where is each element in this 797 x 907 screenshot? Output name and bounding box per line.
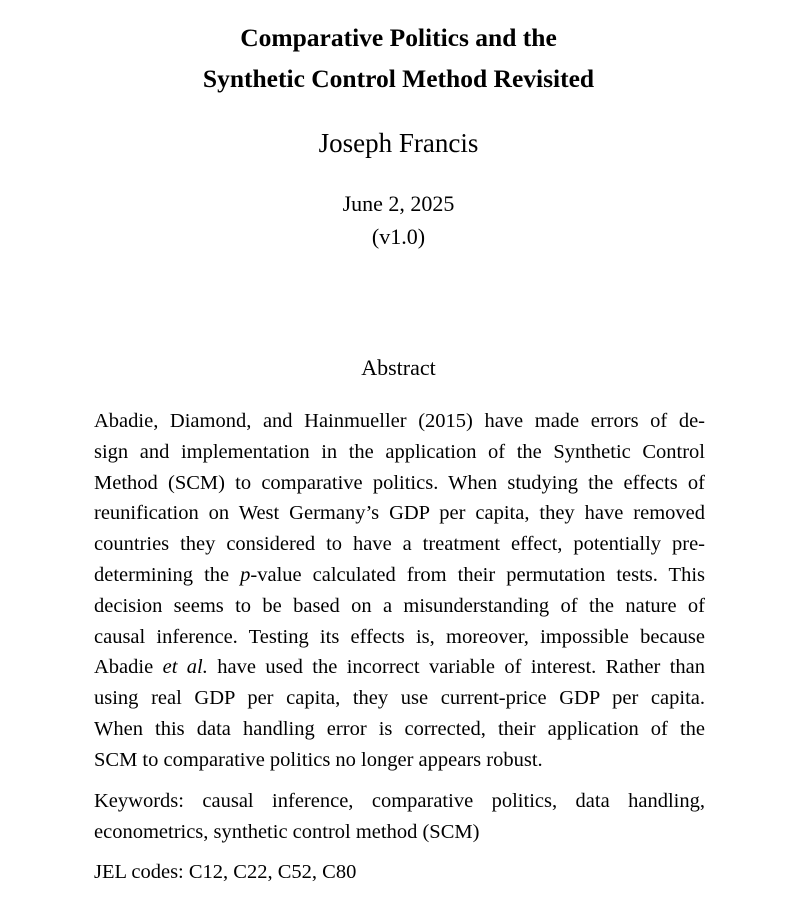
italic-et-al: et al. <box>162 656 208 679</box>
abstract-line <box>94 652 705 683</box>
paper-title-line-1: Comparative Politics and the <box>240 23 557 52</box>
keywords-line: Keywords: causal inference, comparative politics, data handling, <box>94 790 705 812</box>
abstract-line <box>94 560 705 591</box>
abstract-text <box>94 406 705 776</box>
abstract-line: Method (SCM) to comparative politics. When studying the effects of <box>94 471 705 494</box>
abstract-text-run: determining the <box>94 563 241 586</box>
abstract-heading: Abstract <box>361 355 436 380</box>
paper-title-line-2: Synthetic Control Method Revisited <box>202 64 595 93</box>
keywords-line: econometrics, synthetic control method (SCM) <box>94 820 480 843</box>
author-name: Joseph Francis <box>318 128 479 158</box>
abstract-line: When this data handling error is corrected, their application of the <box>94 717 705 740</box>
abstract-line: decision seems to be based on a misunderstanding of the nature of <box>94 594 705 617</box>
abstract-text-run: have used the incorrect variable of interest. Rather than <box>207 656 706 679</box>
abstract-line: reunification on West Germany’s GDP per capita, they have removed <box>94 502 705 525</box>
jel-codes: JEL codes: C12, C22, C52, C80 <box>94 861 357 883</box>
abstract-line: SCM to comparative politics no longer appears robust. <box>94 748 543 771</box>
italic-p: p <box>240 563 251 586</box>
abstract-line: Abadie, Diamond, and Hainmueller (2015) have made errors of de- <box>94 410 705 432</box>
abstract-line: sign and implementation in the application of the Synthetic Control <box>94 440 705 463</box>
paper-title <box>0 17 797 99</box>
abstract-line: countries they considered to have a treatment effect, potentially pre- <box>94 533 705 556</box>
abstract-line: causal inference. Testing its effects is, moreover, impossible because <box>94 625 705 648</box>
keywords <box>94 786 705 848</box>
abstract-text-run: -value calculated from their permutation tests. This <box>250 563 705 586</box>
publication-date: June 2, 2025 <box>342 191 455 216</box>
abstract-text-run: Abadie <box>94 656 163 679</box>
version-label: (v1.0) <box>371 224 426 249</box>
abstract-line: using real GDP per capita, they use current-price GDP per capita. <box>94 687 705 710</box>
